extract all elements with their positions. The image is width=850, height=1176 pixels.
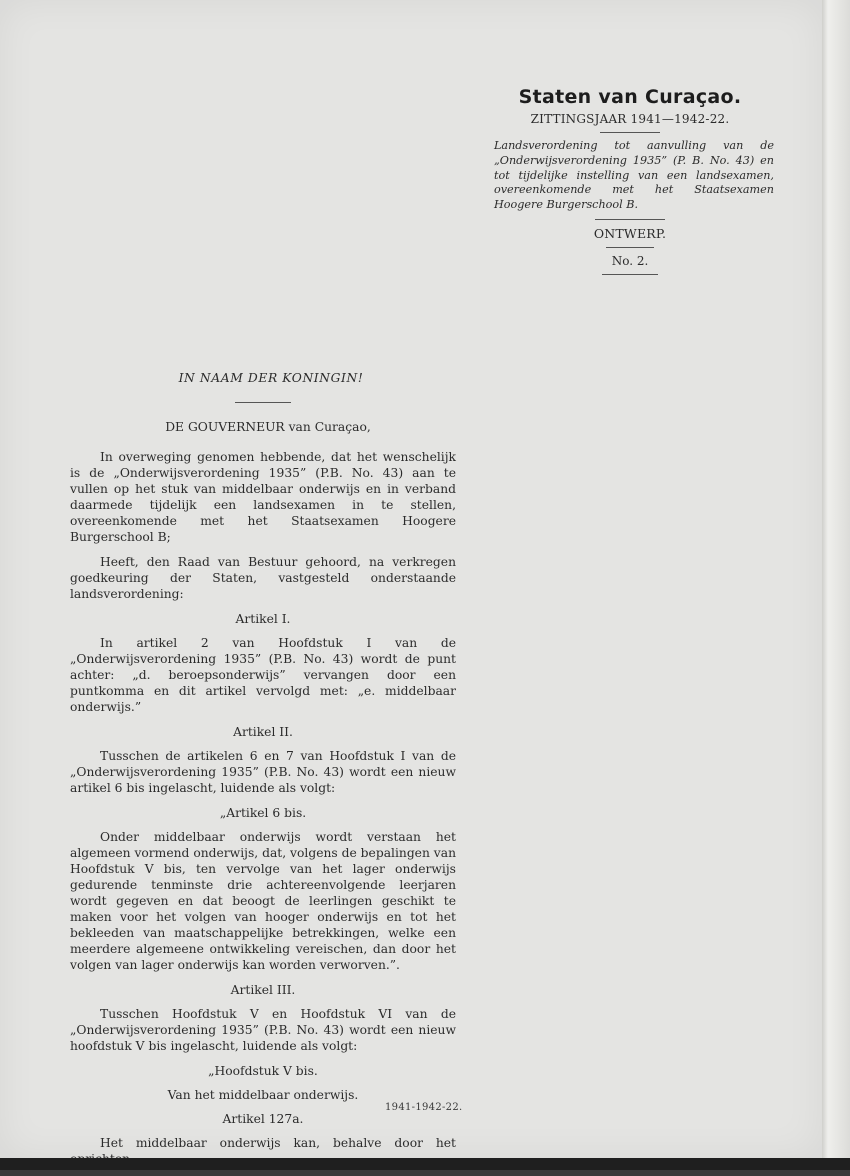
divider [606, 247, 654, 248]
article-heading: Artikel II. [233, 725, 293, 739]
divider [602, 274, 658, 275]
article-heading: Artikel III. [230, 983, 296, 997]
article-text: Tusschen Hoofdstuk V en Hoofdstuk VI van de „Onderwijsverordening 1935” (P.B. No. 43) wordt een nieuw hoofdstuk V bis ingelascht, luidende als volgt: [70, 1007, 456, 1053]
document-number: No. 2. [611, 253, 649, 268]
chapter-title: Van het middelbaar onderwijs. [167, 1088, 359, 1102]
governor-line: DE GOUVERNEUR van Curaçao, [165, 420, 371, 434]
article-text: Het middelbaar onderwijs kan, behalve door het [100, 1136, 456, 1150]
quoted-article-text: Onder middelbaar onderwijs wordt verstaan het algemeen vormend onderwijs, dat, volgens de bepalingen van Hoofdstuk V bis, ten vervolge van het lager onderwijs gedurende tenminste drie achtereenvolgende leerjaren wordt gegeven en dat beoogt de leerlingen geschikt te maken voor het volgen van hooger onderwijs en tot het bekleeden van maatschappelijke betrekkingen, welke een meerdere algemeene ontwikkeling vereischen, dan door het volgen van lager onderwijs kan worden verworven.”. [70, 830, 456, 972]
divider [595, 219, 665, 220]
chapter-heading: „Hoofdstuk V bis. [208, 1064, 318, 1078]
page-edge [822, 0, 850, 1170]
session-year: ZITTINGSJAAR 1941—1942-22. [530, 112, 730, 126]
article-heading: Artikel I. [235, 612, 291, 626]
preamble-paragraph: In overweging genomen hebbende, dat het wenschelijk is de „Onderwijsverordening 1935” (P.B. No. 43) aan te vullen op het stuk van middelbaar onderwijs en in verband daarmede tijdelijk een landsexamen in te stellen, overeenkomende met het Staatsexamen Hoogere Burgerschool B; [70, 450, 456, 544]
ordinance-subject: Landsverordening tot aanvulling van de „Onderwijsverordening 1935” (P. B. No. 43) en tot tijdelijke instelling van een landsexamen, overeenkomende met het Staatsexamen Hoogere Burgerschool B. [494, 139, 774, 212]
draft-label: ONTWERP. [593, 225, 667, 241]
divider [600, 132, 660, 133]
footer-code: 1941-1942-22. [385, 1102, 463, 1113]
scan-border [0, 1158, 850, 1170]
enactment-paragraph: Heeft, den Raad van Bestuur gehoord, na verkregen goedkeuring der Staten, vastgesteld onderstaande landsverordening: [70, 555, 456, 601]
article-heading: Artikel 127a. [222, 1112, 304, 1126]
divider [235, 402, 291, 403]
article-text: Tusschen de artikelen 6 en 7 van Hoofdstuk I van de „Onderwijsverordening 1935” (P.B. No. 43) wordt een nieuw artikel 6 bis ingelascht, luidende als volgt: [70, 749, 456, 795]
article-text: In artikel 2 van Hoofdstuk I van de „Onderwijsverordening 1935” (P.B. No. 43) wordt de punt achter: „d. beroepsonderwijs” vervangen door een puntkomma en dit artikel vervolgd met: „e. middelbaar onderwijs.” [70, 636, 456, 714]
salutation: IN NAAM DER KONINGIN! [178, 371, 364, 385]
document-title: Staten van Curaçao. [518, 86, 742, 108]
quoted-article-heading: „Artikel 6 bis. [219, 806, 307, 820]
document-body [70, 370, 456, 1176]
document-header [480, 86, 780, 281]
